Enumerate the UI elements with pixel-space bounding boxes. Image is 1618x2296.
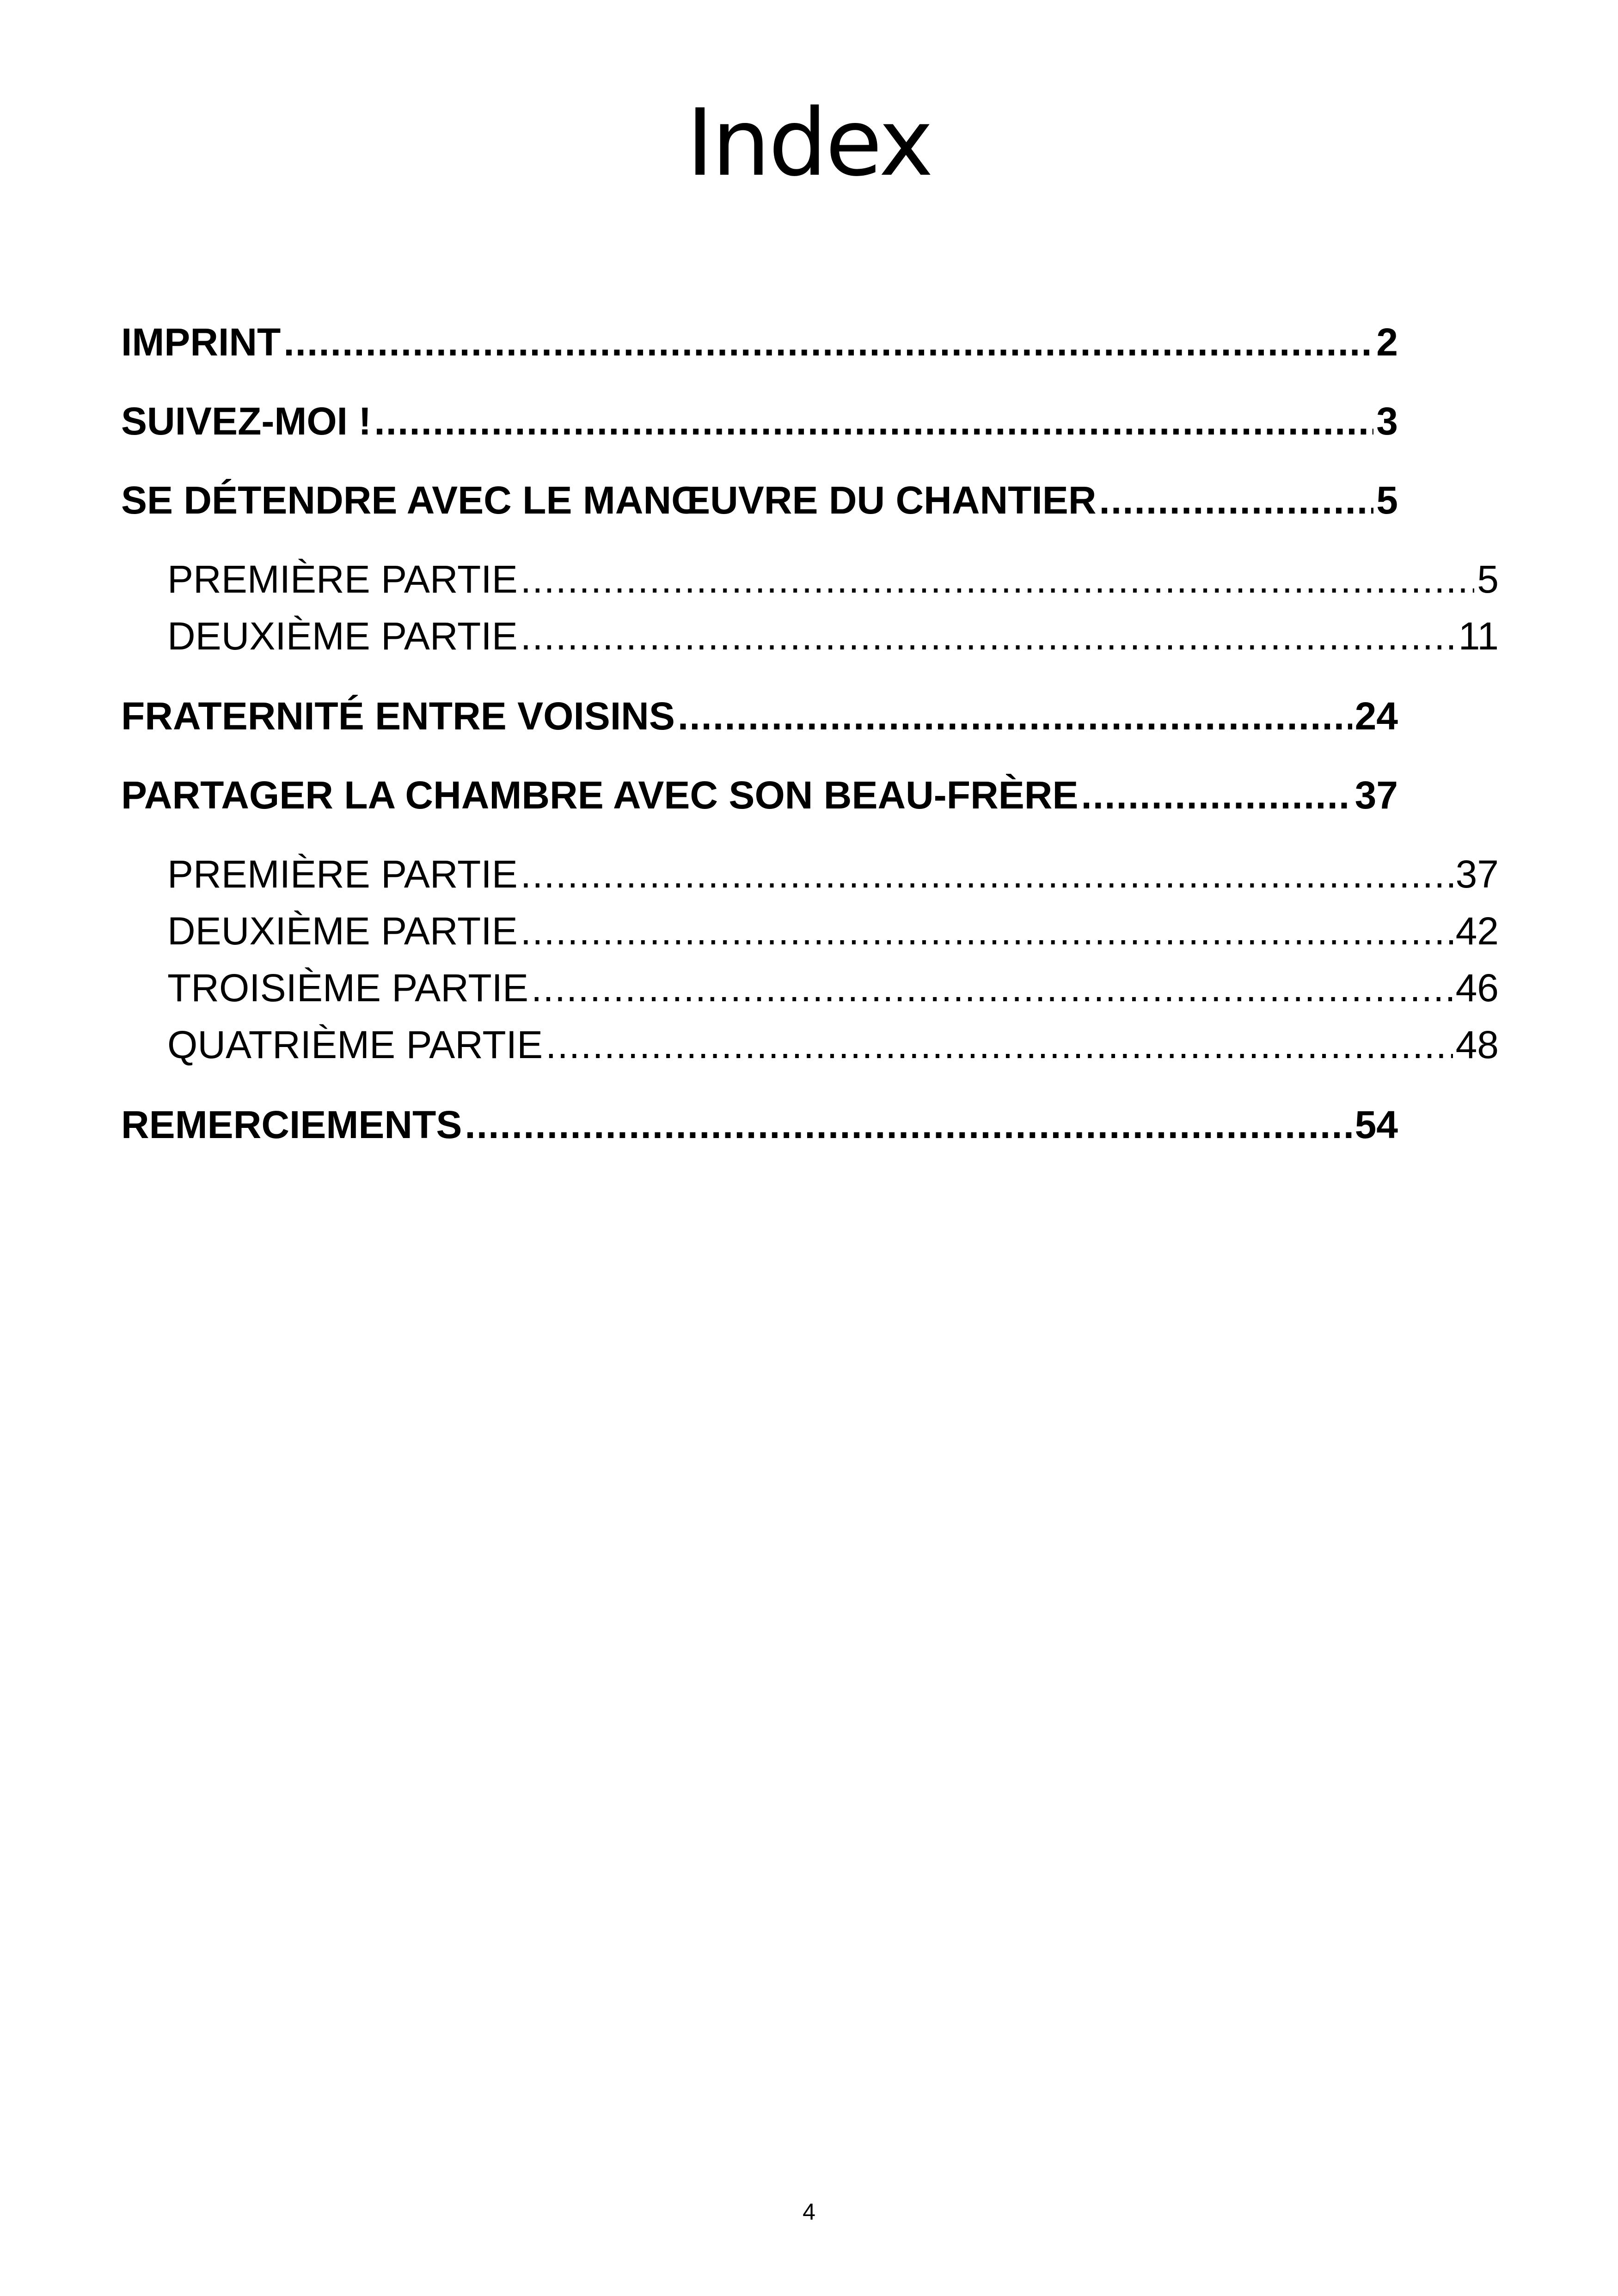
toc-entry-label: QUATRIÈME PARTIE (167, 1023, 543, 1066)
toc-entry-fraternite[interactable] (121, 691, 1398, 741)
toc-dot-leader (465, 1099, 1352, 1150)
toc-entry-page: 24 (1354, 694, 1398, 738)
toc-entry-label: PARTAGER LA CHAMBRE AVEC SON BEAU-FRÈRE (121, 773, 1079, 817)
toc-entry-label: PREMIÈRE PARTIE (167, 852, 518, 896)
toc-entry-partager-la-chambre[interactable] (121, 770, 1398, 820)
toc-dot-leader (1081, 770, 1352, 820)
toc-dot-leader (283, 317, 1373, 367)
toc-entry-page: 54 (1354, 1103, 1398, 1146)
toc-dot-leader (521, 611, 1456, 661)
toc-entry-page: 37 (1455, 852, 1499, 896)
toc-entry-page: 5 (1376, 478, 1398, 522)
toc-entry-label: DEUXIÈME PARTIE (167, 909, 518, 953)
toc-entry-imprint[interactable] (121, 317, 1398, 367)
toc-entry-page: 42 (1455, 909, 1499, 953)
toc-entry-partager-premiere-partie[interactable] (167, 849, 1499, 900)
toc-dot-leader (521, 554, 1475, 605)
toc-entry-partager-troisieme-partie[interactable] (167, 962, 1499, 1013)
page-number: 4 (803, 2199, 815, 2225)
toc-entry-page: 11 (1458, 614, 1499, 658)
toc-entry-label: IMPRINT (121, 320, 281, 364)
toc-entry-label: FRATERNITÉ ENTRE VOISINS (121, 694, 675, 738)
toc-dot-leader (374, 396, 1373, 447)
toc-dot-leader (521, 906, 1453, 956)
toc-entry-label: SE DÉTENDRE AVEC LE MANŒUVRE DU CHANTIER (121, 478, 1097, 522)
toc-dot-leader (521, 849, 1453, 900)
toc-entry-se-detendre-premiere-partie[interactable] (167, 554, 1499, 605)
toc-entry-label: DEUXIÈME PARTIE (167, 614, 518, 658)
toc-entry-se-detendre-deuxieme-partie[interactable] (167, 611, 1499, 661)
toc-entry-partager-quatrieme-partie[interactable] (167, 1019, 1499, 1070)
toc-entry-page: 46 (1455, 966, 1499, 1010)
toc-entry-page: 48 (1455, 1023, 1499, 1066)
toc-entry-label: SUIVEZ-MOI ! (121, 399, 372, 443)
toc-entry-partager-deuxieme-partie[interactable] (167, 906, 1499, 956)
toc-entry-label: REMERCIEMENTS (121, 1103, 462, 1146)
toc-dot-leader (531, 962, 1453, 1013)
toc-entry-page: 2 (1376, 320, 1398, 364)
toc-entry-page: 37 (1354, 773, 1398, 817)
toc-entry-label: PREMIÈRE PARTIE (167, 557, 518, 601)
toc-entry-suivez-moi[interactable] (121, 396, 1398, 447)
toc-entry-page: 3 (1376, 399, 1398, 443)
toc-dot-leader (1099, 475, 1373, 526)
page-title: Index (686, 89, 932, 197)
toc-dot-leader (678, 691, 1352, 741)
toc-entry-se-detendre[interactable] (121, 475, 1398, 526)
toc-entry-page: 5 (1477, 557, 1499, 601)
toc-entry-label: TROISIÈME PARTIE (167, 966, 529, 1010)
toc-dot-leader (545, 1019, 1453, 1070)
toc-entry-remerciements[interactable] (121, 1099, 1398, 1150)
